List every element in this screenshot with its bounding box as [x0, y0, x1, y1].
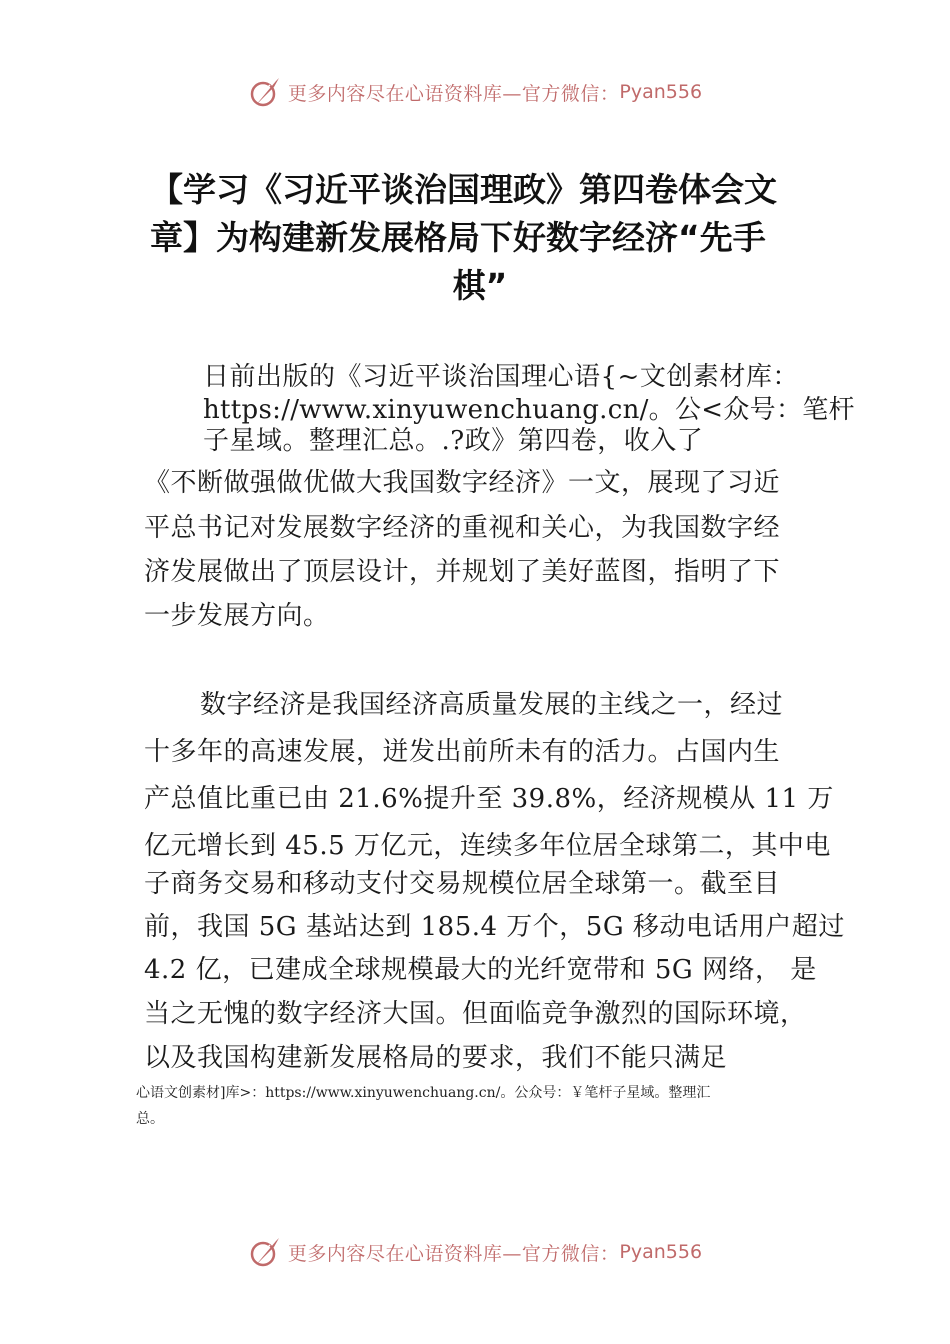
document-title: [150, 166, 810, 310]
paragraph-line: 《不断做强做优做大我国数字经济》一文，展现了习近: [144, 468, 781, 498]
footnote-line: 心语文创素材]库>：https://www.xinyuwenchuang.cn/。公众号：￥笔杆子星域。整理汇: [136, 1085, 711, 1101]
intro-line: 子星域。整理汇总。.?政》第四卷，收入了: [203, 426, 704, 456]
intro-line: 日前出版的《习近平谈治国理心语{~文创素材库：: [203, 362, 799, 392]
quill-logo-icon: [248, 1235, 282, 1269]
intro-line: https://www.xinyuwenchuang.cn/。公<众号：笔杆: [203, 395, 855, 425]
paragraph-line: 产总值比重已由 21.6%提升至 39.8%，经济规模从 11 万: [144, 784, 834, 814]
header-banner: [0, 72, 950, 112]
paragraph-line: 亿元增长到 45.5 万亿元，连续多年位居全球第二，其中电: [144, 831, 831, 861]
paragraph-line: 数字经济是我国经济高质量发展的主线之一，经过: [200, 690, 784, 720]
banner-text: 更多内容尽在心语资料库—官方微信：: [287, 1242, 620, 1265]
quill-logo-icon: [248, 75, 282, 109]
paragraph-line: 一步发展方向。: [144, 601, 330, 631]
footer-banner: [0, 1232, 950, 1272]
title-line: 章】为构建新发展格局下好数字经济“先手: [150, 218, 766, 257]
paragraph-line: 当之无愧的数字经济大国。但面临竞争激烈的国际环境，: [144, 999, 807, 1029]
paragraph-line: 子商务交易和移动支付交易规模位居全球第一。截至目: [144, 869, 781, 899]
paragraph-line: 以及我国构建新发展格局的要求，我们不能只满足: [144, 1043, 728, 1073]
banner-wechat-id: Pyan556: [619, 81, 703, 103]
paragraph-line: 十多年的高速发展，迸发出前所未有的活力。占国内生: [144, 737, 781, 767]
banner-wechat-id: Pyan556: [619, 1241, 703, 1263]
paragraph-line: 平总书记对发展数字经济的重视和关心，为我国数字经: [144, 513, 781, 543]
paragraph-line: 前，我国 5G 基站达到 185.4 万个，5G 移动电话用户超过: [144, 912, 845, 942]
paragraph-line: 4.2 亿，已建成全球规模最大的光纤宽带和 5G 网络， 是: [144, 955, 817, 985]
footnote-line: 总。: [136, 1111, 164, 1127]
title-line: 【学习《习近平谈治国理政》第四卷体会文: [150, 170, 777, 209]
title-line: 棋”: [452, 266, 508, 305]
paragraph-line: 济发展做出了顶层设计，并规划了美好蓝图，指明了下: [144, 557, 781, 587]
banner-text: 更多内容尽在心语资料库—官方微信：: [287, 82, 620, 105]
